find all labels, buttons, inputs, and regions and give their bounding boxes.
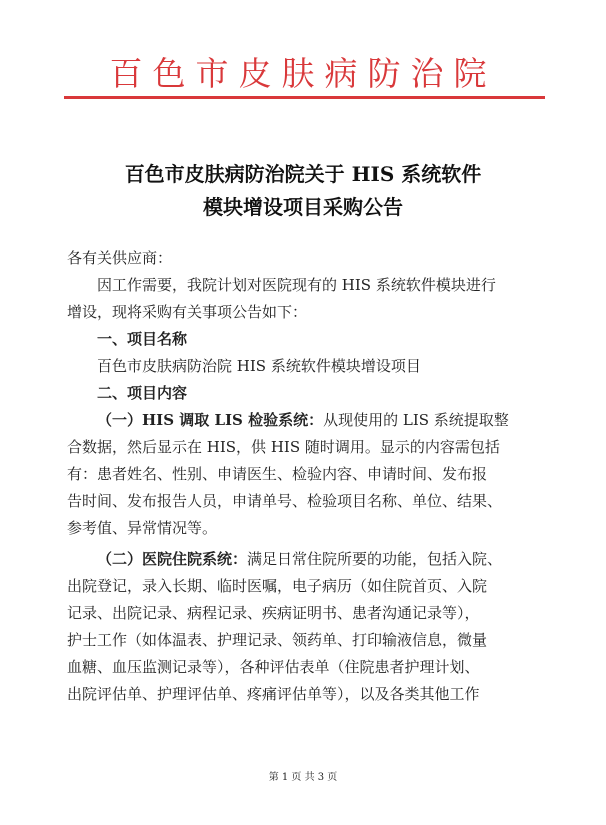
document-title bbox=[0, 158, 606, 224]
item-1-line-4: 告时间、发布报告人员，申请单号、检验项目名称、单位、结果、 bbox=[67, 492, 503, 510]
item-2-text-start: 满足日常住院所要的功能，包括入院、 bbox=[247, 550, 503, 568]
document-body bbox=[67, 245, 542, 708]
item-1-label: （一）HIS 调取 LIS 检验系统： bbox=[97, 411, 324, 429]
section-heading-project-content: 二、项目内容 bbox=[97, 384, 188, 402]
title-line-1: 百色市皮肤病防治院关于 HIS 系统软件 bbox=[124, 162, 482, 186]
section-heading-project-name: 一、项目名称 bbox=[97, 330, 188, 348]
page-number-footer: 第 1 页 共 3 页 bbox=[268, 772, 338, 783]
item-2-line-3: 记录、出院记录、病程记录、疾病证明书、患者沟通记录等）， bbox=[67, 604, 480, 622]
letterhead-divider bbox=[64, 96, 545, 99]
item-2-label: （二）医院住院系统： bbox=[97, 550, 248, 568]
item-1-line-1 bbox=[67, 407, 542, 434]
title-line-2: 模块增设项目采购公告 bbox=[203, 195, 403, 219]
item-1-text-start: 从现使用的 LIS 系统提取整 bbox=[323, 411, 509, 429]
letterhead-org-name: 百色市皮肤病防治院 bbox=[109, 54, 497, 93]
item-1-line-5: 参考值、异常情况等。 bbox=[67, 519, 218, 537]
item-2-line-2: 出院登记，录入长期、临时医嘱，电子病历（如住院首页、入院 bbox=[67, 577, 488, 595]
intro-line-2: 增设，现将采购有关事项公告如下： bbox=[67, 303, 308, 321]
salutation: 各有关供应商： bbox=[67, 249, 173, 267]
item-2-line-4: 护士工作（如体温表、护理记录、领药单、打印输液信息，微量 bbox=[67, 631, 488, 649]
item-2-line-5: 血糖、血压监测记录等），各种评估表单（住院患者护理计划、 bbox=[67, 658, 480, 676]
item-1-line-3: 有：患者姓名、性别、申请医生、检验内容、申请时间、发布报 bbox=[67, 465, 488, 483]
item-2-line-1 bbox=[67, 546, 542, 573]
item-1-line-2: 合数据，然后显示在 HIS，供 HIS 随时调用。显示的内容需包括 bbox=[67, 438, 500, 456]
project-name-text: 百色市皮肤病防治院 HIS 系统软件模块增设项目 bbox=[97, 357, 421, 375]
item-2-line-6: 出院评估单、护理评估单、疼痛评估单等），以及各类其他工作 bbox=[67, 685, 480, 703]
intro-line-1: 因工作需要，我院计划对医院现有的 HIS 系统软件模块进行 bbox=[97, 276, 496, 294]
